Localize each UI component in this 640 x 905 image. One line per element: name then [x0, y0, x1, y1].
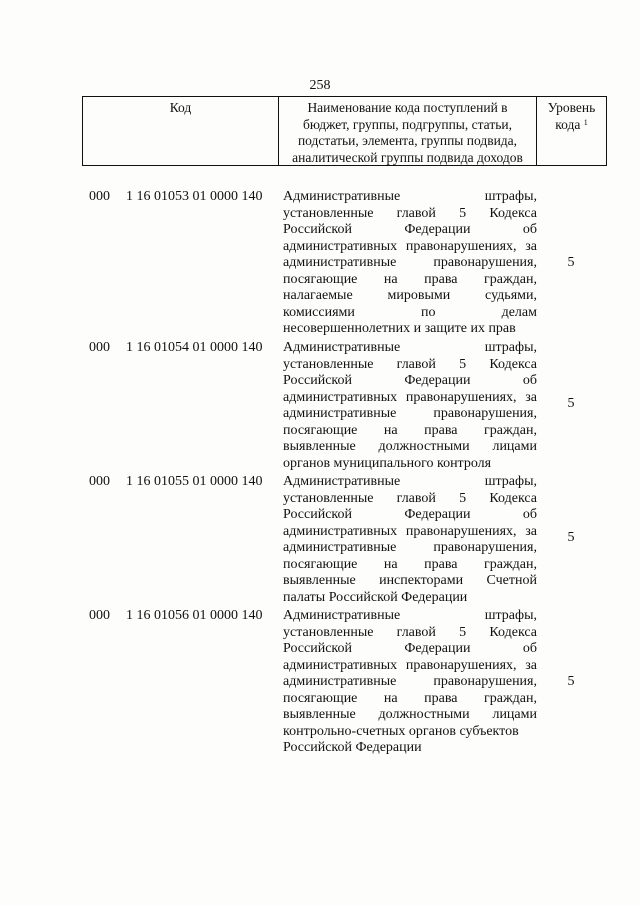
- revenue-name-line: административных правонарушениях, за: [283, 657, 537, 673]
- header-level-line: Уровень: [547, 100, 596, 115]
- revenue-name-line: посягающие на права граждан,: [283, 690, 537, 706]
- revenue-name-line: установленные главой 5 Кодекса: [283, 205, 537, 221]
- revenue-name-line: административные правонарушения,: [283, 255, 537, 270]
- revenue-name-line: Административные штрафы,: [283, 474, 537, 489]
- header-level: [537, 97, 606, 165]
- revenue-name-line: Административные штрафы,: [283, 608, 537, 623]
- revenue-name: [283, 189, 537, 338]
- revenue-name-line: Административные штрафы,: [283, 340, 537, 355]
- header-name-line: подстатьи, элемента, группы подвида,: [297, 133, 518, 148]
- revenue-name-line: Административные штрафы,: [283, 189, 537, 204]
- revenue-code: 1 16 01056 01 0000 140: [126, 608, 263, 623]
- revenue-name-line: посягающие на права граждан,: [283, 556, 537, 572]
- revenue-name-line: несовершеннолетних и защите их прав: [283, 321, 516, 336]
- revenue-name-line: Российской Федерации об: [283, 641, 537, 656]
- code-level: 5: [567, 674, 575, 689]
- page-number: 258: [309, 78, 331, 93]
- revenue-name-line: установленные главой 5 Кодекса: [283, 356, 537, 372]
- admin-code: 000: [89, 189, 110, 204]
- revenue-name: [283, 340, 537, 472]
- header-level-line: [537, 117, 606, 134]
- code-level: 5: [567, 396, 575, 411]
- code-level: 5: [567, 255, 575, 270]
- revenue-name-line: административных правонарушениях, за: [283, 238, 537, 254]
- admin-code: 000: [89, 474, 110, 489]
- revenue-name: [283, 474, 537, 606]
- revenue-name-line: установленные главой 5 Кодекса: [283, 490, 537, 506]
- admin-code: 000: [89, 608, 110, 623]
- table-header: [82, 96, 607, 166]
- revenue-name-line: комиссиями по делам: [283, 304, 537, 320]
- header-code: Код: [83, 97, 279, 165]
- revenue-name-line: Российской Федерации об: [283, 507, 537, 522]
- header-name-line: аналитической группы подвида доходов: [292, 149, 523, 165]
- revenue-name-line: органов муниципального контроля: [283, 455, 492, 471]
- revenue-name-line: административные правонарушения,: [283, 540, 537, 555]
- revenue-name-line: Российской Федерации: [283, 740, 422, 755]
- footnote-marker: 1: [583, 117, 588, 127]
- header-level-word: кода: [555, 116, 581, 132]
- revenue-code: 1 16 01054 01 0000 140: [126, 340, 263, 355]
- header-name-line: Наименование кода поступлений в: [307, 100, 508, 115]
- revenue-name-line: выявленные инспекторами Счетной: [283, 573, 537, 588]
- header-name-line: бюджет, группы, подгруппы, статьи,: [303, 116, 512, 132]
- revenue-name-line: налагаемые мировыми судьями,: [283, 288, 537, 303]
- revenue-code: 1 16 01053 01 0000 140: [126, 189, 263, 204]
- code-level: 5: [567, 530, 575, 545]
- revenue-name-line: административные правонарушения,: [283, 406, 537, 421]
- revenue-name: [283, 608, 537, 757]
- revenue-name-line: выявленные должностными лицами: [283, 439, 537, 454]
- revenue-name-line: установленные главой 5 Кодекса: [283, 624, 537, 640]
- revenue-name-line: Российской Федерации об: [283, 373, 537, 388]
- revenue-name-line: административных правонарушениях, за: [283, 389, 537, 405]
- header-name: [279, 97, 537, 165]
- revenue-code: 1 16 01055 01 0000 140: [126, 474, 263, 489]
- revenue-name-line: выявленные должностными лицами: [283, 707, 537, 722]
- revenue-name-line: административные правонарушения,: [283, 674, 537, 689]
- revenue-name-line: Российской Федерации об: [283, 222, 537, 237]
- revenue-name-line: административных правонарушениях, за: [283, 523, 537, 539]
- revenue-name-line: посягающие на права граждан,: [283, 271, 537, 287]
- admin-code: 000: [89, 340, 110, 355]
- revenue-name-line: палаты Российской Федерации: [283, 589, 468, 605]
- revenue-name-line: посягающие на права граждан,: [283, 422, 537, 438]
- revenue-name-line: контрольно-счетных органов субъектов: [283, 723, 519, 739]
